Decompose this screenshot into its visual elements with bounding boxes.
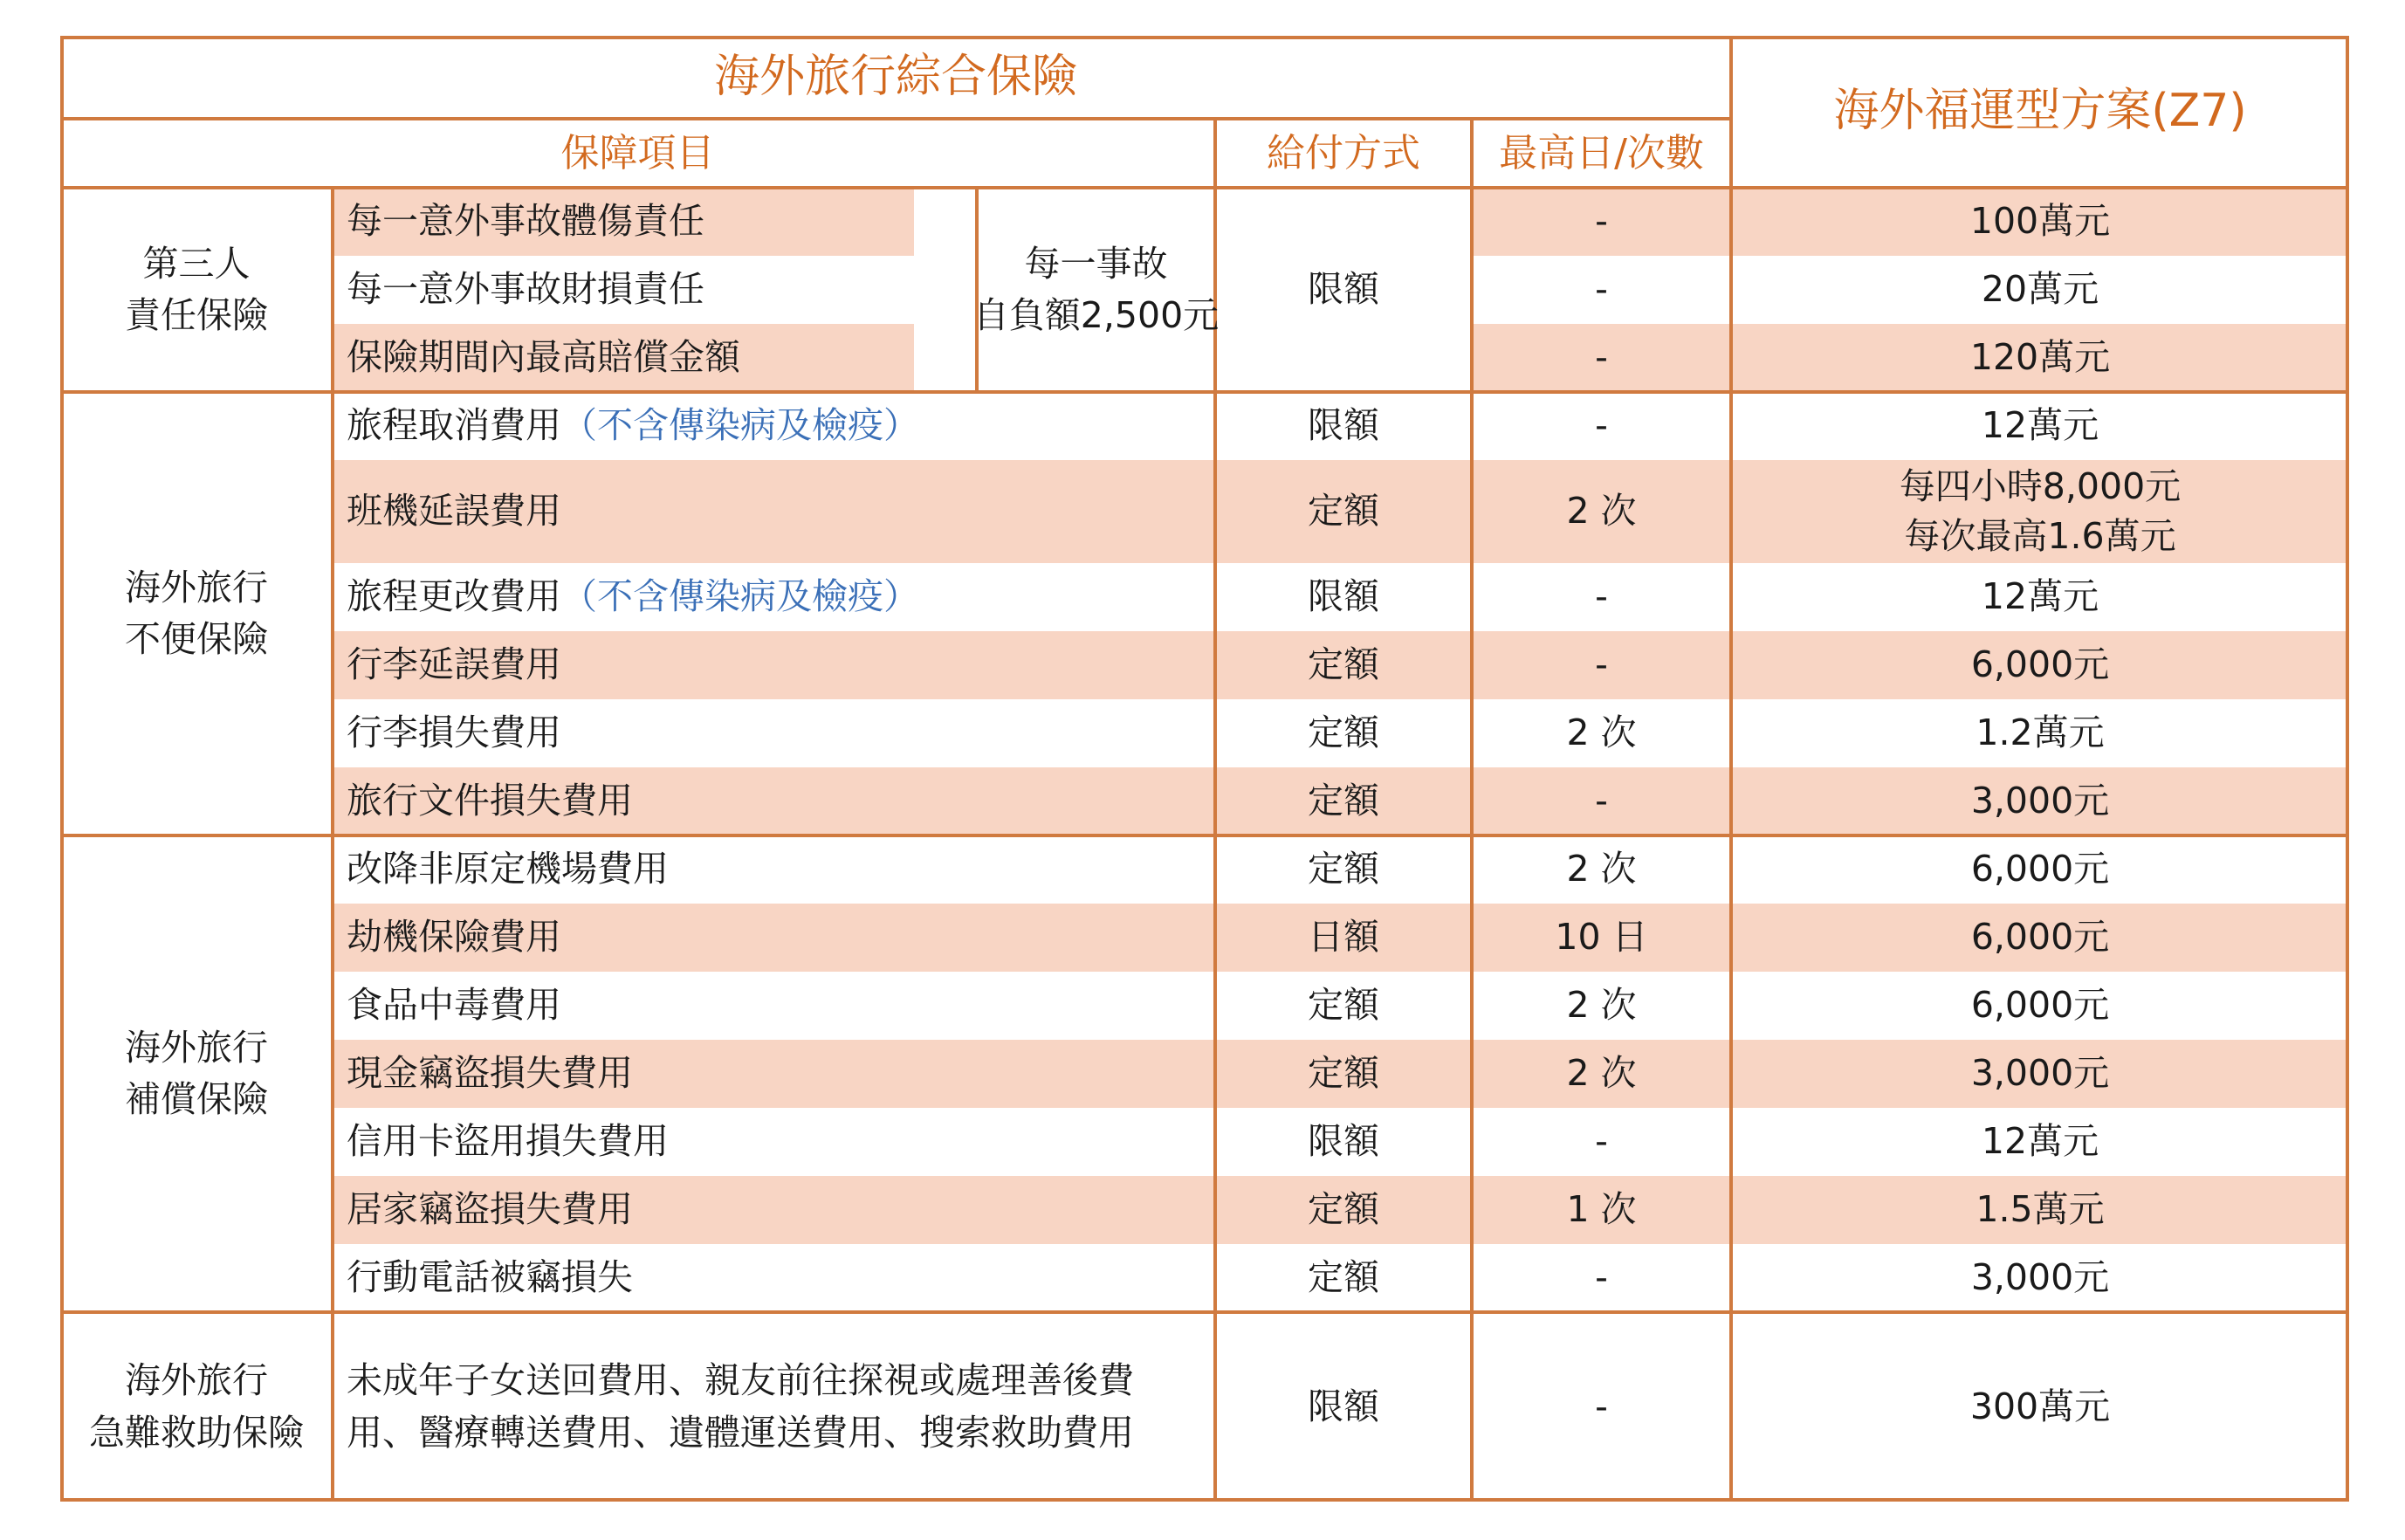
amount-line: 每次最高1.6萬元 bbox=[1904, 515, 2176, 557]
item-cell bbox=[333, 904, 1215, 972]
deductible-cell bbox=[972, 188, 1220, 392]
item-note: （不含傳染病及檢疫） bbox=[561, 575, 919, 618]
payment-cell: 定額 bbox=[1308, 712, 1379, 754]
max-cell: - bbox=[1595, 268, 1608, 311]
item-label: 旅行文件損失費用 bbox=[347, 780, 633, 822]
group-label-line: 補償保險 bbox=[125, 1078, 268, 1120]
payment-cell: 定額 bbox=[1308, 1188, 1379, 1231]
max-cell: - bbox=[1595, 1120, 1608, 1163]
item-label: 每一意外事故體傷責任 bbox=[347, 200, 704, 243]
group-label-line: 第三人 bbox=[142, 242, 251, 285]
payment-cell: 限額 bbox=[1308, 1385, 1379, 1427]
group-label-line: 不便保險 bbox=[125, 618, 268, 660]
item-cell bbox=[333, 767, 1215, 835]
amount-cell: 3,000元 bbox=[1970, 1256, 2110, 1299]
item-cell bbox=[333, 1040, 1215, 1108]
deductible-line: 自負額2,500元 bbox=[972, 294, 1220, 336]
main-title: 海外旅行綜合保險 bbox=[713, 50, 1077, 103]
group-label-line: 海外旅行 bbox=[125, 1026, 268, 1069]
item-cell bbox=[333, 324, 977, 392]
group-label bbox=[60, 1312, 333, 1502]
amount-cell: 20萬元 bbox=[1981, 268, 2099, 311]
group-label-text bbox=[125, 238, 268, 342]
amount-cell: 6,000元 bbox=[1970, 916, 2110, 959]
max-cell: 2 次 bbox=[1566, 848, 1637, 890]
max-cell: - bbox=[1595, 200, 1608, 243]
group-label-line: 責任保險 bbox=[125, 294, 268, 336]
plan-title: 海外福運型方案(Z7) bbox=[1833, 85, 2247, 138]
max-cell: 2 次 bbox=[1566, 490, 1637, 533]
amount-cell: 1.5萬元 bbox=[1976, 1188, 2105, 1231]
amount-cell: 12萬元 bbox=[1981, 575, 2099, 618]
amount-cell: 100萬元 bbox=[1969, 200, 2111, 243]
item-label: 行李損失費用 bbox=[347, 712, 561, 754]
emergency-item-line: 未成年子女送回費用、親友前往探視或處理善後費 bbox=[347, 1359, 1134, 1402]
group-label-text bbox=[125, 1022, 268, 1126]
col-header-payment: 給付方式 bbox=[1267, 130, 1420, 175]
max-cell: 2 次 bbox=[1566, 1052, 1637, 1095]
payment-cell: 定額 bbox=[1308, 848, 1379, 890]
item-label: 行李延誤費用 bbox=[347, 643, 561, 686]
max-cell: 10 日 bbox=[1555, 916, 1648, 959]
item-note: （不含傳染病及檢疫） bbox=[561, 404, 919, 447]
item-label: 食品中毒費用 bbox=[347, 984, 561, 1027]
group-label bbox=[60, 392, 333, 835]
item-label: 每一意外事故財損責任 bbox=[347, 268, 704, 311]
item-cell bbox=[333, 563, 1215, 631]
amount-cell: 3,000元 bbox=[1970, 1052, 2110, 1095]
item-cell bbox=[333, 392, 1215, 460]
amount-cell: 12萬元 bbox=[1981, 404, 2099, 447]
amount-cell: 300萬元 bbox=[1969, 1385, 2111, 1427]
col-header-item: 保障項目 bbox=[560, 130, 715, 175]
payment-cell: 限額 bbox=[1308, 575, 1379, 618]
payment-cell: 限額 bbox=[1308, 1120, 1379, 1163]
item-cell bbox=[333, 699, 1215, 767]
max-cell: - bbox=[1595, 404, 1608, 447]
payment-cell: 定額 bbox=[1308, 984, 1379, 1027]
item-cell bbox=[333, 972, 1215, 1040]
group-label-line: 海外旅行 bbox=[125, 1359, 268, 1402]
payment-cell: 定額 bbox=[1308, 1052, 1379, 1095]
group-label-text bbox=[125, 562, 268, 666]
amount-cell bbox=[1731, 460, 2349, 563]
group-label-line: 急難救助保險 bbox=[89, 1411, 304, 1454]
item-cell bbox=[333, 460, 1215, 563]
payment-cell: 限額 bbox=[1308, 268, 1379, 311]
amount-cell: 1.2萬元 bbox=[1976, 712, 2105, 754]
insurance-table bbox=[60, 36, 2349, 1502]
item-label: 信用卡盜用損失費用 bbox=[347, 1120, 669, 1163]
item-cell bbox=[333, 188, 977, 256]
group-label-line: 海外旅行 bbox=[125, 566, 268, 608]
group-label bbox=[60, 188, 333, 392]
item-label: 劫機保險費用 bbox=[347, 916, 561, 959]
emergency-item-line: 用、醫療轉送費用、遺體運送費用、搜索救助費用 bbox=[347, 1411, 1134, 1454]
max-cell: - bbox=[1595, 780, 1608, 822]
item-label: 改降非原定機場費用 bbox=[347, 848, 669, 890]
amount-cell: 6,000元 bbox=[1970, 984, 2110, 1027]
item-label: 班機延誤費用 bbox=[347, 490, 561, 533]
item-label: 居家竊盜損失費用 bbox=[347, 1188, 633, 1231]
max-cell: - bbox=[1595, 643, 1608, 686]
emergency-item-text bbox=[347, 1355, 1134, 1459]
item-label: 現金竊盜損失費用 bbox=[347, 1052, 633, 1095]
item-label: 旅程更改費用 bbox=[347, 575, 561, 618]
item-label: 旅程取消費用 bbox=[347, 404, 561, 447]
group-label-text bbox=[89, 1355, 304, 1459]
item-label: 行動電話被竊損失 bbox=[347, 1256, 633, 1299]
amount-line: 每四小時8,000元 bbox=[1899, 464, 2182, 507]
payment-cell: 定額 bbox=[1308, 490, 1379, 533]
item-cell bbox=[333, 1176, 1215, 1244]
group-label bbox=[60, 835, 333, 1312]
item-cell bbox=[333, 631, 1215, 699]
deductible-text bbox=[973, 238, 1219, 342]
emergency-item-cell bbox=[333, 1312, 1215, 1502]
max-cell: 1 次 bbox=[1566, 1188, 1637, 1231]
max-cell: - bbox=[1595, 336, 1608, 379]
payment-cell: 定額 bbox=[1308, 780, 1379, 822]
max-cell: - bbox=[1595, 575, 1608, 618]
payment-cell: 定額 bbox=[1308, 1256, 1379, 1299]
item-cell bbox=[333, 1244, 1215, 1312]
max-cell: - bbox=[1595, 1256, 1608, 1299]
col-header-max: 最高日/次數 bbox=[1499, 130, 1704, 175]
amount-cell: 3,000元 bbox=[1970, 780, 2110, 822]
item-cell bbox=[333, 1108, 1215, 1176]
payment-cell: 限額 bbox=[1308, 404, 1379, 447]
max-cell: 2 次 bbox=[1566, 984, 1637, 1027]
amount-cell: 12萬元 bbox=[1981, 1120, 2099, 1163]
amount-text bbox=[1900, 462, 2181, 562]
amount-cell: 6,000元 bbox=[1970, 848, 2110, 890]
max-cell: - bbox=[1595, 1385, 1608, 1427]
amount-cell: 120萬元 bbox=[1969, 336, 2111, 379]
payment-cell: 日額 bbox=[1308, 916, 1379, 959]
deductible-line: 每一事故 bbox=[1024, 242, 1168, 285]
item-cell bbox=[333, 256, 977, 324]
item-label: 保險期間內最高賠償金額 bbox=[347, 336, 740, 379]
payment-cell: 定額 bbox=[1308, 643, 1379, 686]
amount-cell: 6,000元 bbox=[1970, 643, 2110, 686]
max-cell: 2 次 bbox=[1566, 712, 1637, 754]
item-cell bbox=[333, 835, 1215, 904]
